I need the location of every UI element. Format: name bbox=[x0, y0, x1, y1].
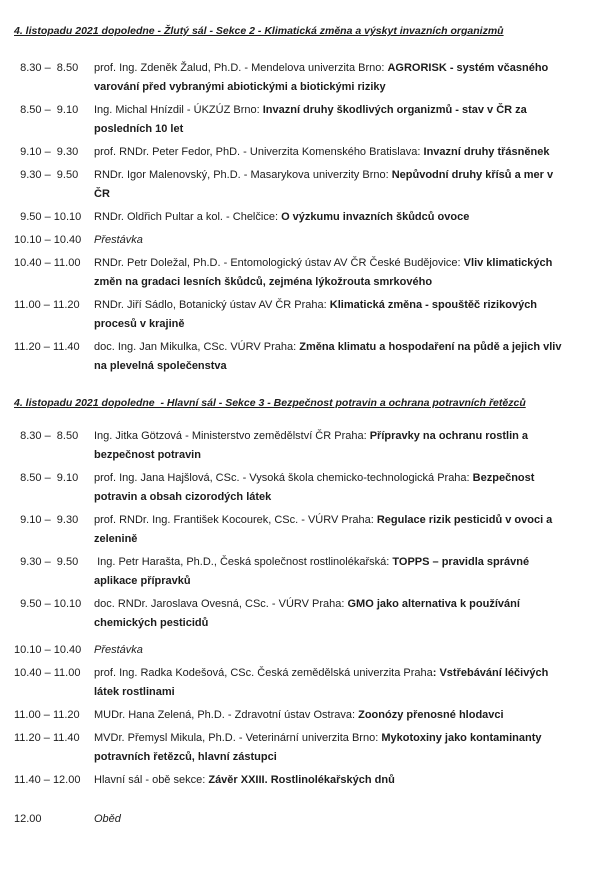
time-range: 9.10 – 9.30 bbox=[14, 514, 79, 526]
time-range: 9.30 – 9.50 bbox=[14, 169, 79, 181]
talk-title: Změna klimatu a hospodaření na půdě a jejich vliv na plevelná společenstva bbox=[94, 341, 565, 372]
time-range: 8.30 – 8.50 bbox=[14, 62, 79, 74]
time-range: 8.50 – 9.10 bbox=[14, 472, 79, 484]
time-range: 11.00 – 11.20 bbox=[14, 709, 80, 721]
schedule-row bbox=[14, 771, 580, 790]
schedule-row bbox=[14, 595, 580, 633]
section-heading-sekce-2: 4. listopadu 2021 dopoledne - Žlutý sál - Sekce 2 - Klimatická změna a výskyt invazních organizmů bbox=[14, 25, 504, 37]
speaker-affiliation: doc. RNDr. Jaroslava Ovesná, CSc. - VÚRV Praha: bbox=[94, 598, 348, 610]
speaker-affiliation: prof. RNDr. Ing. František Kocourek, CSc. - VÚRV Praha: bbox=[94, 514, 377, 526]
time-range: 9.30 – 9.50 bbox=[14, 556, 79, 568]
time-range: 8.50 – 9.10 bbox=[14, 104, 79, 116]
speaker-affiliation: MVDr. Přemysl Mikula, Ph.D. - Veterinární univerzita Brno: bbox=[94, 732, 382, 744]
talk-entry bbox=[94, 664, 580, 702]
talk-title: : Vstřebávání léčivých látek rostlinami bbox=[94, 667, 552, 698]
schedule-row bbox=[14, 254, 580, 292]
schedule-row bbox=[14, 338, 580, 376]
talk-title: AGRORISK - systém včasného varování před vybranými abiotickými a biotickými riziky bbox=[94, 62, 552, 93]
schedule-row-break bbox=[14, 641, 580, 660]
speaker-affiliation: RNDr. Igor Malenovský, Ph.D. - Masarykova univerzity Brno: bbox=[94, 169, 392, 181]
speaker-affiliation: prof. RNDr. Peter Fedor, PhD. - Univerzita Komenského Bratislava: bbox=[94, 146, 424, 158]
talk-entry bbox=[94, 143, 580, 162]
speaker-affiliation: Ing. Jitka Götzová - Ministerstvo zemědělství ČR Praha: bbox=[94, 430, 370, 442]
time-range: 8.30 – 8.50 bbox=[14, 430, 79, 442]
speaker-affiliation: RNDr. Petr Doležal, Ph.D. - Entomologický ústav AV ČR České Budějovice: bbox=[94, 257, 464, 269]
schedule-row bbox=[14, 101, 580, 139]
schedule-row bbox=[14, 59, 580, 97]
schedule-row-break bbox=[14, 231, 580, 250]
schedule-row bbox=[14, 208, 580, 227]
section-heading-sekce-3: 4. listopadu 2021 dopoledne - Hlavní sál - Sekce 3 - Bezpečnost potravin a ochrana potravních řetězců bbox=[14, 397, 526, 409]
schedule-row bbox=[14, 427, 580, 465]
talk-entry bbox=[94, 101, 580, 139]
talk-entry bbox=[94, 511, 580, 549]
break-entry bbox=[94, 641, 580, 660]
time-range: 11.20 – 11.40 bbox=[14, 732, 80, 744]
speaker-affiliation: doc. Ing. Jan Mikulka, CSc. VÚRV Praha: bbox=[94, 341, 300, 353]
schedule-row bbox=[14, 664, 580, 702]
talk-title: TOPPS – pravidla správné aplikace přípravků bbox=[94, 556, 533, 587]
break-label: Přestávka bbox=[94, 644, 143, 656]
break-label: Přestávka bbox=[94, 234, 143, 246]
lunch-label: Oběd bbox=[94, 813, 121, 825]
speaker-affiliation: prof. Ing. Radka Kodešová, CSc. Česká zemědělská univerzita Praha bbox=[94, 667, 433, 679]
talk-title: Závěr XXIII. Rostlinolékařských dnů bbox=[208, 774, 395, 786]
speaker-affiliation: Hlavní sál - obě sekce: bbox=[94, 774, 209, 786]
talk-title: Bezpečnost potravin a obsah cizorodých látek bbox=[94, 472, 538, 503]
talk-title: Invazní druhy škodlivých organizmů - stav v ČR za posledních 10 let bbox=[94, 104, 530, 135]
speaker-affiliation: prof. Ing. Jana Hajšlová, CSc. - Vysoká škola chemicko-technologická Praha: bbox=[94, 472, 473, 484]
time-range: 11.00 – 11.20 bbox=[14, 299, 80, 311]
schedule-row bbox=[14, 706, 580, 725]
talk-entry bbox=[94, 595, 580, 633]
time-range: 10.40 – 11.00 bbox=[14, 667, 81, 679]
schedule-row bbox=[14, 553, 580, 591]
schedule-row bbox=[14, 143, 580, 162]
time-range: 11.20 – 11.40 bbox=[14, 341, 80, 353]
talk-entry bbox=[94, 338, 580, 376]
speaker-affiliation: Ing. Michal Hnízdil - ÚKZÚZ Brno: bbox=[94, 104, 263, 116]
talk-title: Mykotoxiny jako kontaminanty potravních řetězců, hlavní zástupci bbox=[94, 732, 545, 763]
talk-entry bbox=[94, 59, 580, 97]
speaker-affiliation: RNDr. Jiří Sádlo, Botanický ústav AV ČR Praha: bbox=[94, 299, 330, 311]
talk-title: Nepůvodní druhy křísů a mer v ČR bbox=[94, 169, 557, 200]
time-range: 10.10 – 10.40 bbox=[14, 644, 82, 656]
talk-entry bbox=[94, 296, 580, 334]
speaker-affiliation: Ing. Petr Harašta, Ph.D., Česká společnost rostlinolékařská: bbox=[94, 556, 393, 568]
time-range: 10.40 – 11.00 bbox=[14, 257, 81, 269]
talk-entry bbox=[94, 469, 580, 507]
speaker-affiliation: prof. Ing. Zdeněk Žalud, Ph.D. - Mendelova univerzita Brno: bbox=[94, 62, 388, 74]
talk-title: Invazní druhy třásněnek bbox=[423, 146, 550, 158]
time-range: 9.50 – 10.10 bbox=[14, 598, 82, 610]
talk-title: Vliv klimatických změn na gradaci lesních škůdců, zejména lýkožrouta smrkového bbox=[94, 257, 556, 288]
time-range: 11.40 – 12.00 bbox=[14, 774, 81, 786]
talk-title: Klimatická změna - spouštěč rizikových procesů v krajině bbox=[94, 299, 541, 330]
talk-title: Zoonózy přenosné hlodavci bbox=[358, 709, 504, 721]
time-range: 9.50 – 10.10 bbox=[14, 211, 82, 223]
talk-entry bbox=[94, 729, 580, 767]
talk-entry bbox=[94, 208, 580, 227]
schedule-row bbox=[14, 469, 580, 507]
talk-title: GMO jako alternativa k používání chemických pesticidů bbox=[94, 598, 523, 629]
talk-title: Přípravky na ochranu rostlin a bezpečnost potravin bbox=[94, 430, 532, 461]
talk-entry bbox=[94, 166, 580, 204]
schedule-row-lunch bbox=[14, 810, 580, 829]
time-range: 12.00 bbox=[14, 813, 42, 825]
schedule-row bbox=[14, 511, 580, 549]
break-entry bbox=[94, 231, 580, 250]
talk-entry bbox=[94, 427, 580, 465]
talk-title: Regulace rizik pesticidů v ovoci a zelenině bbox=[94, 514, 556, 545]
talk-entry bbox=[94, 553, 580, 591]
talk-title: O výzkumu invazních škůdců ovoce bbox=[281, 211, 470, 223]
speaker-affiliation: MUDr. Hana Zelená, Ph.D. - Zdravotní ústav Ostrava: bbox=[94, 709, 359, 721]
time-range: 10.10 – 10.40 bbox=[14, 234, 82, 246]
speaker-affiliation: RNDr. Oldřich Pultar a kol. - Chelčice: bbox=[94, 211, 282, 223]
talk-entry bbox=[94, 706, 580, 725]
talk-entry bbox=[94, 771, 580, 790]
lunch-entry bbox=[94, 810, 580, 829]
schedule-row bbox=[14, 296, 580, 334]
time-range: 9.10 – 9.30 bbox=[14, 146, 79, 158]
schedule-row bbox=[14, 166, 580, 204]
schedule-row bbox=[14, 729, 580, 767]
talk-entry bbox=[94, 254, 580, 292]
